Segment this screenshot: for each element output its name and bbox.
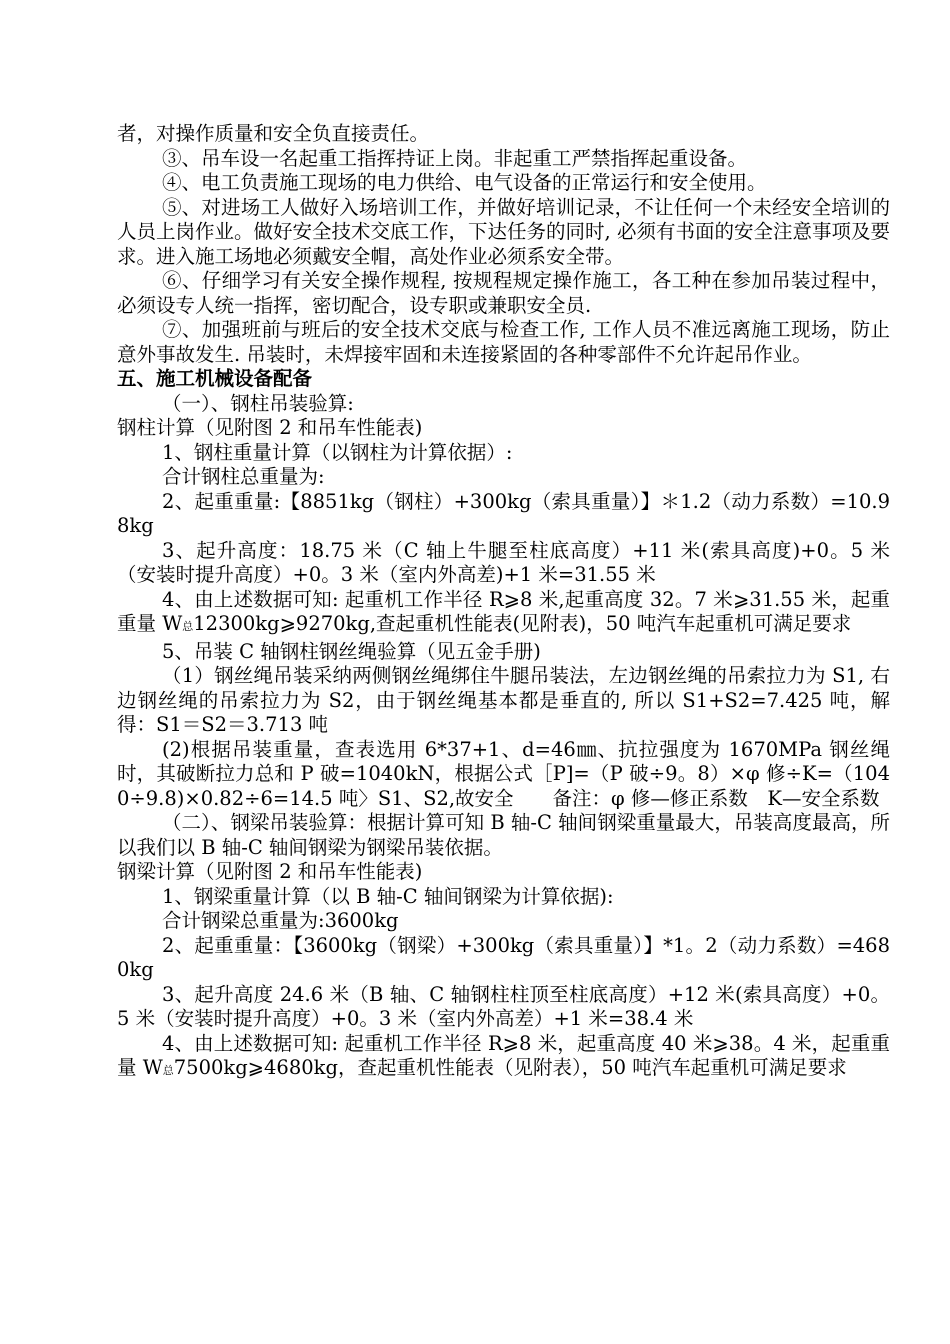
paragraph-column-lifting-height: 3、起升高度：18.75 米（C 轴上牛腿至柱底高度）+11 米(索具高度)+0。5 米（安装时提升高度）+0。3 米（室内外高差)+1 米=31.55 米 — [117, 538, 890, 586]
paragraph-wire-rope-title: 5、吊装 C 轴钢柱钢丝绳验算（见五金手册) — [162, 639, 541, 663]
paragraph-wire-rope-2: (2)根据吊装重量，查表选用 6*37+1、d=46㎜、抗拉强度为 1670MPa 钢丝绳时，其破断拉力总和 P 破=1040kN，根据公式［P]=（P 破÷9。8）×φ 修÷K=（1040÷9.8)×0.82÷6=14.5 吨〉S1、S2,故安全 备注：φ 修—修正系数 K—安全系数 — [117, 737, 890, 810]
paragraph-item-5: ⑤、对进场工人做好入场培训工作，并做好培训记录，不让任何一个未经安全培训的人员上岗作业。做好安全技术交底工作，下达任务的同时, 必须有书面的安全注意事项及要求。进入施工场地必须戴安全帽，高处作业必须系安全带。 — [117, 195, 890, 268]
section-heading-5: 五、施工机械设备配备 — [117, 367, 313, 390]
paragraph-wire-rope-1: （1）钢丝绳吊装采纳两侧钢丝绳绑住牛腿吊装法，左边钢丝绳的吊索拉力为 S1, 右边钢丝绳的吊索拉力为 S2，由于钢丝绳基本都是垂直的, 所以 S1+S2=7.425 吨，解得：S1＝S2＝3.713 吨 — [117, 664, 890, 736]
paragraph-responsibility-end: 者，对操作质量和安全负直接责任。 — [117, 122, 430, 145]
paragraph-item-3: ③、吊车设一名起重工指挥持证上岗。非起重工严禁指挥起重设备。 — [162, 146, 748, 170]
paragraph-column-weight-calc: 1、钢柱重量计算（以钢柱为计算依据）: — [162, 440, 513, 464]
paragraph-beam-conclusion — [117, 1032, 890, 1084]
subsection-steel-column-check: （一）、钢柱吊装验算: — [162, 391, 354, 415]
paragraph-item-7: ⑦、加强班前与班后的安全技术交底与检查工作, 工作人员不准远离施工现场，防止意外事故发生. 吊装时，未焊接牢固和未连接紧固的各种零部件不允许起吊作业。 — [117, 318, 890, 366]
subsection-steel-beam-check: （二）、钢梁吊装验算：根据计算可知 B 轴-C 轴间钢梁重量最大，吊装高度最高，所以我们以 B 轴-C 轴间钢梁为钢梁吊装依据。 — [117, 811, 890, 859]
paragraph-beam-calc-title: 钢梁计算（见附图 2 和吊车性能表) — [117, 860, 423, 883]
paragraph-item-4: ④、电工负责施工现场的电力供给、电气设备的正常运行和安全使用。 — [162, 171, 767, 194]
paragraph-beam-total-weight: 合计钢梁总重量为:3600kg — [162, 909, 399, 932]
text-run: 4、由上述数据可知: 起重机工作半径 R⩾8 米,起重高度 32。7 米⩾31.55 米，起重重量 W — [117, 587, 890, 635]
paragraph-column-total-weight: 合计钢柱总重量为: — [162, 465, 325, 488]
subscript-total: 总 — [162, 1064, 174, 1077]
paragraph-beam-weight-calc: 1、钢梁重量计算（以 B 轴-C 轴间钢梁为计算依据): — [162, 884, 614, 908]
paragraph-beam-lifting-weight: 2、起重重量：【3600kg（钢梁）+300kg（索具重量）】*1。2（动力系数）=4680kg — [117, 933, 890, 981]
paragraph-beam-lifting-height: 3、起升高度 24.6 米（B 轴、C 轴钢柱柱顶至柱底高度）+12 米(索具高度）+0。5 米（安装时提升高度）+0。3 米（室内外高差）+1 米=38.4 米 — [117, 982, 890, 1030]
paragraph-item-6: ⑥、仔细学习有关安全操作规程, 按规程规定操作施工，各工种在参加吊装过程中，必须设专人统一指挥，密切配合，设专职或兼职安全员. — [117, 269, 890, 317]
paragraph-column-calc-title: 钢柱计算（见附图 2 和吊车性能表) — [117, 416, 423, 439]
text-run: 4、由上述数据可知: 起重机工作半径 R⩾8 米，起重高度 40 米⩾38。4 米，起重重量 W — [117, 1031, 890, 1079]
subscript-total: 总 — [182, 620, 194, 633]
text-run: 12300kg⩾9270kg,查起重机性能表(见附表)，50 吨汽车起重机可满足要求 — [193, 612, 852, 635]
paragraph-column-lifting-weight: 2、起重重量:【8851kg（钢柱）+300kg（索具重量）】＊1.2（动力系数）=10.98kg — [117, 489, 890, 537]
text-run: 7500kg⩾4680kg，查起重机性能表（见附表），50 吨汽车起重机可满足要求 — [173, 1056, 847, 1079]
paragraph-column-conclusion — [117, 588, 890, 640]
